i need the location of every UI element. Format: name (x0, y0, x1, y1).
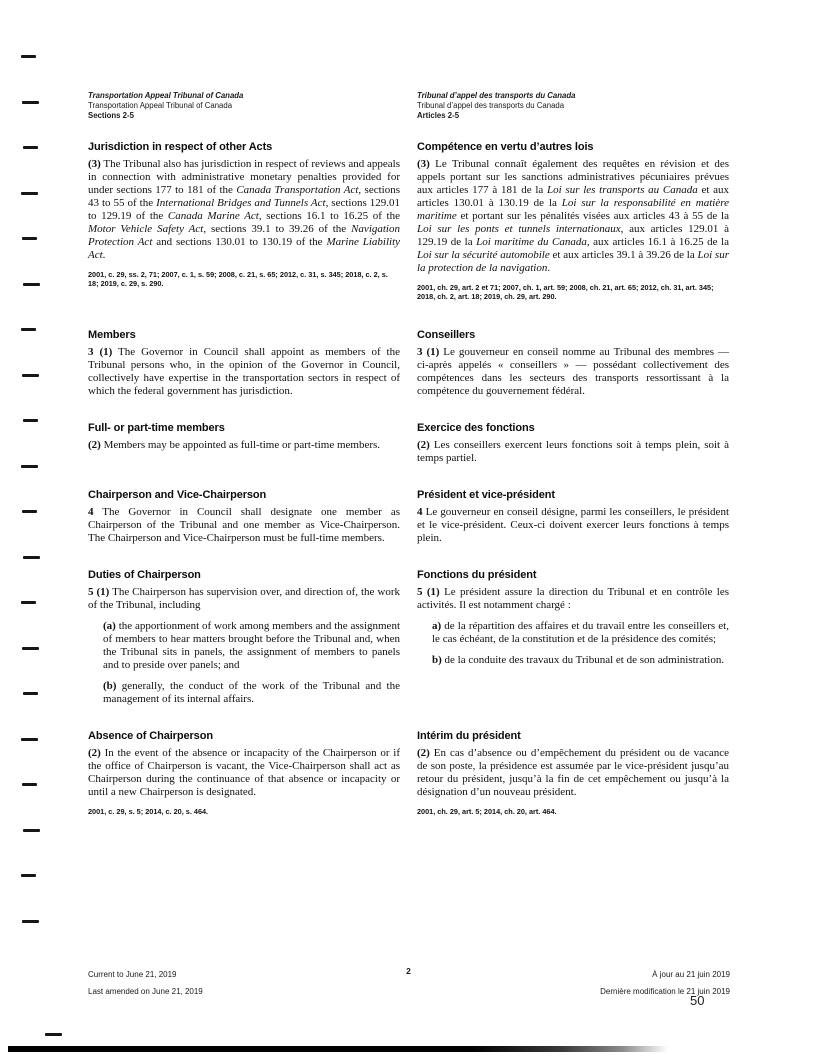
binding-mark (21, 738, 38, 741)
running-header-fr (417, 91, 717, 121)
column-gutter (400, 489, 417, 553)
section-en (88, 329, 400, 406)
section-fr (417, 422, 729, 473)
paragraph: (3) Le Tribunal connaît également des requêtes en révision et des appels portant sur les sanctions administratives pécuniaires prévues aux articles 177 à 181 de la Loi sur les transports au Canada et aux articles 130.01 à 130.19 de la Loi sur la responsabilité en matière maritime et portant sur les pénalités visées aux articles 43 à 55 de la Loi sur les ponts et tunnels internationaux, aux articles 129.01 à 129.19 de la Loi maritime du Canada, aux articles 16.1 à 16.25 de la Loi sur la sécurité automobile et aux articles 39.1 à 39.26 de la Loi sur la protection de la navigation. (417, 158, 729, 274)
section-heading: Jurisdiction in respect of other Acts (88, 141, 273, 153)
section-heading: Members (88, 329, 136, 341)
footer-last-amended: Last amended on June 21, 2019 (88, 987, 203, 996)
paragraph: (a) the apportionment of work among members and the assignment of members to hear matters brought before the Tribunal and, when the Tribunal sits in panels, the assignment of members to panels and to preside over panels; and (103, 620, 400, 671)
binding-mark (22, 783, 37, 786)
page-stamp-number: 50 (690, 993, 705, 1008)
binding-mark (23, 146, 38, 149)
section-en (88, 422, 400, 473)
section-en (88, 730, 400, 828)
section-heading: Absence of Chairperson (88, 730, 213, 742)
column-gutter (400, 141, 417, 313)
paragraph: (2) En cas d’absence ou d’empêchement du président ou de vacance de son poste, la présidence est assumée par le vice-président jusqu’au retour du président, jusqu’à la fin de cet empêchement ou jusqu’à la désignation d’un nouveau président. (417, 747, 729, 798)
section-fr (417, 329, 729, 406)
amendment-citation: 2001, c. 29, s. 5; 2014, c. 20, s. 464. (88, 807, 209, 816)
footer-currency-fr (600, 966, 730, 1000)
paragraph: (b) generally, the conduct of the work of the Tribunal and the management of its internal affairs. (103, 680, 400, 705)
scan-edge-bar (8, 1046, 668, 1052)
amendment-citation: 2001, ch. 29, art. 2 et 71; 2007, ch. 1, art. 59; 2008, ch. 21, art. 65; 2012, ch. 31, art. 345; 2018, ch. 2, art. 18; 2019, ch. 29, art. 290. (417, 283, 714, 301)
binding-mark (23, 829, 40, 832)
column-gutter (400, 422, 417, 473)
binding-mark (21, 192, 38, 195)
section-heading: Fonctions du président (417, 569, 537, 581)
content-rows (88, 141, 729, 844)
header-title-italic-en: Transportation Appeal Tribunal of Canada (88, 91, 244, 100)
section-row (88, 569, 729, 714)
paragraph: 5 (1) The Chairperson has supervision over, and direction of, the work of the Tribunal, including (88, 586, 400, 611)
section-heading: Compétence en vertu d’autres lois (417, 141, 594, 153)
paragraph: (2) In the event of the absence or incapacity of the Chairperson or if the office of Chairperson is vacant, the Vice-Chairperson shall act as Chairperson during the continuance of that absence or incapacity or until a new Chairperson is designated. (88, 747, 400, 798)
binding-mark (22, 510, 37, 513)
column-gutter (400, 730, 417, 828)
paragraph: (3) The Tribunal also has jurisdiction in respect of reviews and appeals in connection with administrative monetary penalties provided for under sections 177 to 181 of the Canada Transportation Act, sections 43 to 55 of the International Bridges and Tunnels Act, sections 129.01 to 129.19 of the Canada Marine Act, sections 16.1 to 16.25 of the Motor Vehicle Safety Act, sections 39.1 to 39.26 of the Navigation Protection Act and sections 130.01 to 130.19 of the Marine Liability Act. (88, 158, 401, 261)
header-sections-range-en: Sections 2-5 (88, 111, 134, 120)
section-row (88, 422, 729, 473)
column-gutter (400, 329, 417, 406)
header-title-fr: Tribunal d’appel des transports du Canada (417, 101, 565, 110)
section-heading: Président et vice-président (417, 489, 555, 501)
section-heading: Exercice des fonctions (417, 422, 535, 434)
footer-a-jour: À jour au 21 juin 2019 (652, 970, 730, 979)
binding-mark (21, 328, 36, 331)
running-header-en (88, 91, 388, 121)
section-en (88, 141, 400, 313)
page-number: 2 (406, 966, 411, 976)
binding-mark (21, 55, 36, 58)
section-en (88, 569, 400, 714)
binding-mark (23, 283, 40, 286)
paragraph: 5 (1) Le président assure la direction du Tribunal et en contrôle les activités. Il est notamment chargé : (417, 586, 730, 611)
section-fr (417, 569, 729, 714)
binding-mark (22, 237, 37, 240)
amendment-citation: 2001, ch. 29, art. 5; 2014, ch. 20, art. 464. (417, 807, 557, 816)
amendment-citation: 2001, c. 29, ss. 2, 71; 2007, c. 1, s. 59; 2008, c. 21, s. 65; 2012, c. 31, s. 345; 2018, c. 2, s. 18; 2019, c. 29, s. 290. (88, 270, 388, 288)
binding-mark (22, 647, 39, 650)
section-fr (417, 489, 729, 553)
binding-mark (23, 692, 38, 695)
section-fr (417, 730, 729, 828)
binding-mark (22, 374, 39, 377)
section-row (88, 489, 729, 553)
section-row (88, 329, 729, 406)
section-fr (417, 141, 729, 313)
paragraph: 4 Le gouverneur en conseil désigne, parmi les conseillers, le président et le vice-président. Ceux-ci doivent exercer leurs fonctions à temps plein. (417, 506, 729, 544)
section-heading: Full- or part-time members (88, 422, 225, 434)
binding-mark (21, 465, 38, 468)
binding-mark (23, 419, 38, 422)
header-title-en: Transportation Appeal Tribunal of Canada (88, 101, 233, 110)
footer-derniere-modification: Dernière modification le 21 juin 2019 (600, 987, 730, 996)
paragraph: 3 (1) The Governor in Council shall appoint as members of the Tribunal persons who, in the opinion of the Governor in Council, collectively have expertise in the transportation sectors in respect of which the federal government has jurisdiction. (88, 346, 400, 397)
scan-mark (45, 1033, 62, 1036)
section-heading: Conseillers (417, 329, 476, 341)
paragraph: (2) Les conseillers exercent leurs fonctions soit à temps plein, soit à temps partiel. (417, 439, 729, 464)
section-row (88, 141, 729, 313)
binding-mark (23, 556, 40, 559)
binding-mark (21, 601, 36, 604)
section-heading: Duties of Chairperson (88, 569, 201, 581)
section-heading: Chairperson and Vice-Chairperson (88, 489, 267, 501)
paragraph: b) de la conduite des travaux du Tribunal et de son administration. (432, 654, 725, 666)
column-gutter (400, 569, 417, 714)
binding-mark (22, 920, 39, 923)
paragraph: 4 The Governor in Council shall designate one member as Chairperson of the Tribunal and one member as Vice-Chairperson. The Chairperson and Vice-Chairperson must be full-time members. (88, 506, 400, 544)
header-title-italic-fr: Tribunal d’appel des transports du Canada (417, 91, 576, 100)
footer-current-to: Current to June 21, 2019 (88, 970, 177, 979)
section-en (88, 489, 400, 553)
section-heading: Intérim du président (417, 730, 521, 742)
binding-mark (21, 874, 36, 877)
paragraph: a) de la répartition des affaires et du travail entre les conseillers et, le cas échéant, de la constitution et de la présidence des comités; (432, 620, 729, 645)
paragraph: (2) Members may be appointed as full-time or part-time members. (88, 439, 381, 451)
section-row (88, 730, 729, 828)
header-articles-range-fr: Articles 2-5 (417, 111, 460, 120)
binding-mark (22, 101, 39, 104)
paragraph: 3 (1) Le gouverneur en conseil nomme au Tribunal des membres — ci-après appelés « conseillers » — possédant collectivement des compétences dans les secteurs des transports ressortissant à la compétence du gouvernement fédéral. (417, 346, 729, 397)
